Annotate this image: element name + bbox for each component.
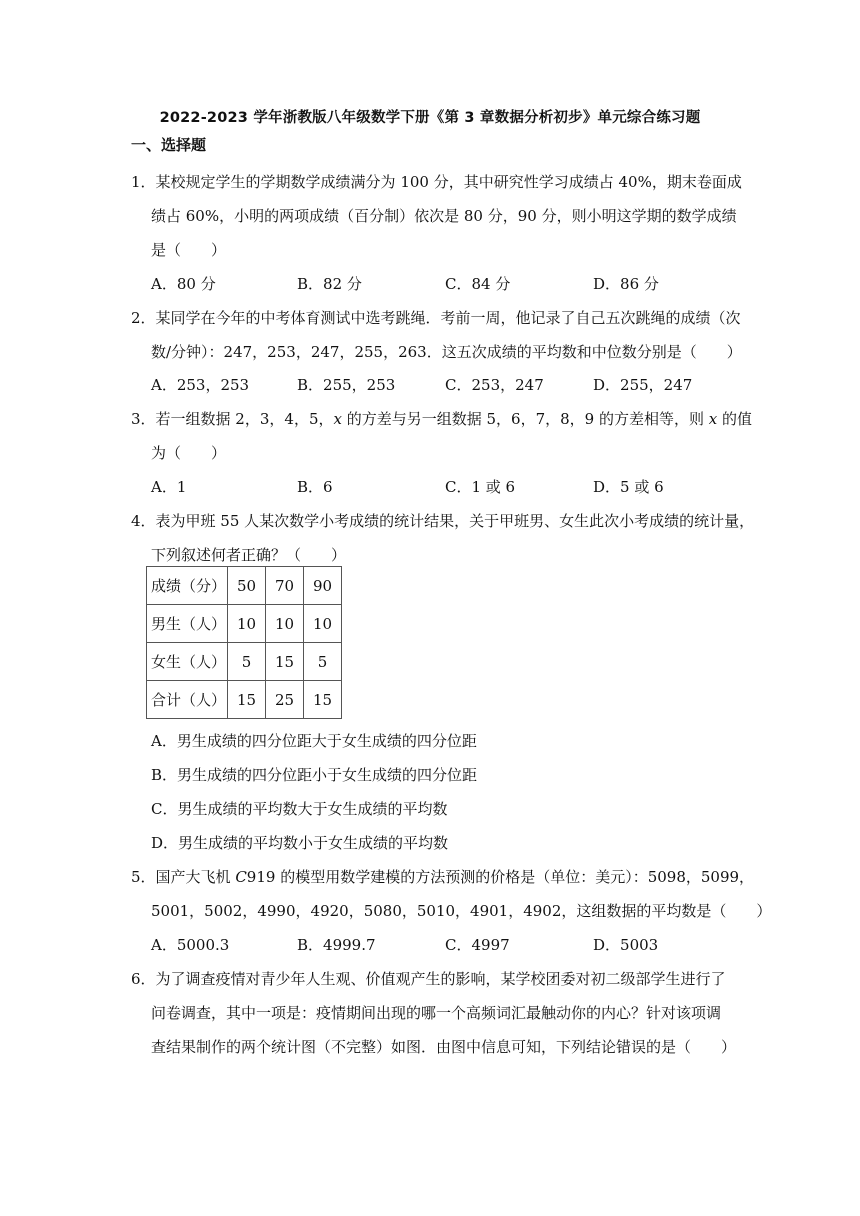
q2-line-1: 2．某同学在今年的中考体育测试中选考跳绳．考前一周，他记录了自己五次跳绳的成绩（次 — [131, 309, 741, 327]
table-row — [147, 681, 342, 719]
q5-line-1 — [131, 866, 754, 887]
table-cell: 合计（人） — [147, 681, 228, 719]
table-cell: 女生（人） — [147, 643, 228, 681]
q2-option-d: D．255，247 — [593, 376, 693, 394]
q5-text-part1: 5．国产大飞机 — [131, 868, 236, 886]
q4-option-b: B．男生成绩的四分位距小于女生成绩的四分位距 — [151, 766, 478, 784]
q2-option-b: B．255，253 — [297, 376, 396, 394]
table-cell: 10 — [266, 605, 304, 643]
section-heading: 一、选择题 — [131, 136, 207, 154]
q3-line-2: 为（ ） — [151, 444, 227, 462]
table-cell: 成绩（分） — [147, 567, 228, 605]
q3-line-1 — [131, 408, 752, 429]
table-row — [147, 605, 342, 643]
q1-line-3: 是（ ） — [151, 241, 227, 259]
q1-option-a: A．80 分 — [151, 275, 216, 293]
table-cell: 70 — [266, 567, 304, 605]
q1-option-d: D．86 分 — [593, 275, 659, 293]
table-cell: 15 — [228, 681, 266, 719]
q6-line-1: 6．为了调查疫情对青少年人生观、价值观产生的影响，某学校团委对初二级部学生进行了 — [131, 970, 726, 988]
table-row — [147, 567, 342, 605]
q3-option-b: B．6 — [297, 478, 333, 496]
q4-option-c: C．男生成绩的平均数大于女生成绩的平均数 — [151, 800, 448, 818]
table-row — [147, 643, 342, 681]
q5-variable-c: C — [235, 868, 247, 886]
table-cell: 15 — [304, 681, 342, 719]
q3-option-c: C．1 或 6 — [445, 478, 516, 496]
page-title: 2022-2023 学年浙教版八年级数学下册《第 3 章数据分析初步》单元综合练习题 — [159, 110, 701, 126]
q1-option-b: B．82 分 — [297, 275, 362, 293]
score-table — [146, 566, 342, 719]
q5-option-d: D．5003 — [593, 936, 659, 954]
q3-text-part2: 的方差与另一组数据 5，6，7，8，9 的方差相等，则 — [341, 410, 709, 428]
q3-text-part1: 3．若一组数据 2，3，4，5， — [131, 410, 334, 428]
q4-line-2: 下列叙述何者正确？（ ） — [151, 546, 347, 564]
table-cell: 10 — [304, 605, 342, 643]
table-cell: 5 — [228, 643, 266, 681]
q3-variable-x: x — [333, 410, 342, 428]
q2-line-2: 数/分钟）：247，253，247，255，263．这五次成绩的平均数和中位数分别是（ ） — [151, 343, 742, 361]
q3-text-part3: 的值 — [717, 410, 753, 428]
table-cell: 50 — [228, 567, 266, 605]
q3-variable-x-2: x — [708, 410, 718, 428]
table-cell: 90 — [304, 567, 342, 605]
q2-option-a: A．253，253 — [151, 376, 250, 394]
q4-option-d: D．男生成绩的平均数小于女生成绩的平均数 — [151, 834, 449, 852]
table-cell: 5 — [304, 643, 342, 681]
q1-line-1: 1．某校规定学生的学期数学成绩满分为 100 分，其中研究性学习成绩占 40%，期末卷面成 — [131, 173, 742, 191]
table-cell: 25 — [266, 681, 304, 719]
q6-line-3: 查结果制作的两个统计图（不完整）如图．由图中信息可知，下列结论错误的是（ ） — [151, 1038, 737, 1056]
q1-line-2: 绩占 60%，小明的两项成绩（百分制）依次是 80 分，90 分，则小明这学期的数学成绩 — [151, 207, 737, 225]
q4-option-a: A．男生成绩的四分位距大于女生成绩的四分位距 — [151, 732, 477, 750]
q6-line-2: 问卷调查，其中一项是：疫情期间出现的哪一个高频词汇最触动你的内心？针对该项调 — [151, 1004, 722, 1022]
q5-line-2: 5001，5002，4990，4920，5080，5010，4901，4902，这组数据的平均数是（ ） — [151, 902, 772, 920]
table-cell: 10 — [228, 605, 266, 643]
q1-option-c: C．84 分 — [445, 275, 511, 293]
q5-option-b: B．4999.7 — [297, 936, 376, 954]
q5-text-part2: 919 的模型用数学建模的方法预测的价格是（单位：美元）：5098，5099， — [246, 868, 755, 886]
q3-option-d: D．5 或 6 — [593, 478, 664, 496]
q5-option-a: A．5000.3 — [151, 936, 230, 954]
q5-option-c: C．4997 — [445, 936, 510, 954]
q4-line-1: 4．表为甲班 55 人某次数学小考成绩的统计结果，关于甲班男、女生此次小考成绩的统计量， — [131, 512, 755, 530]
q3-option-a: A．1 — [151, 478, 187, 496]
table-cell: 15 — [266, 643, 304, 681]
table-cell: 男生（人） — [147, 605, 228, 643]
q2-option-c: C．253，247 — [445, 376, 544, 394]
